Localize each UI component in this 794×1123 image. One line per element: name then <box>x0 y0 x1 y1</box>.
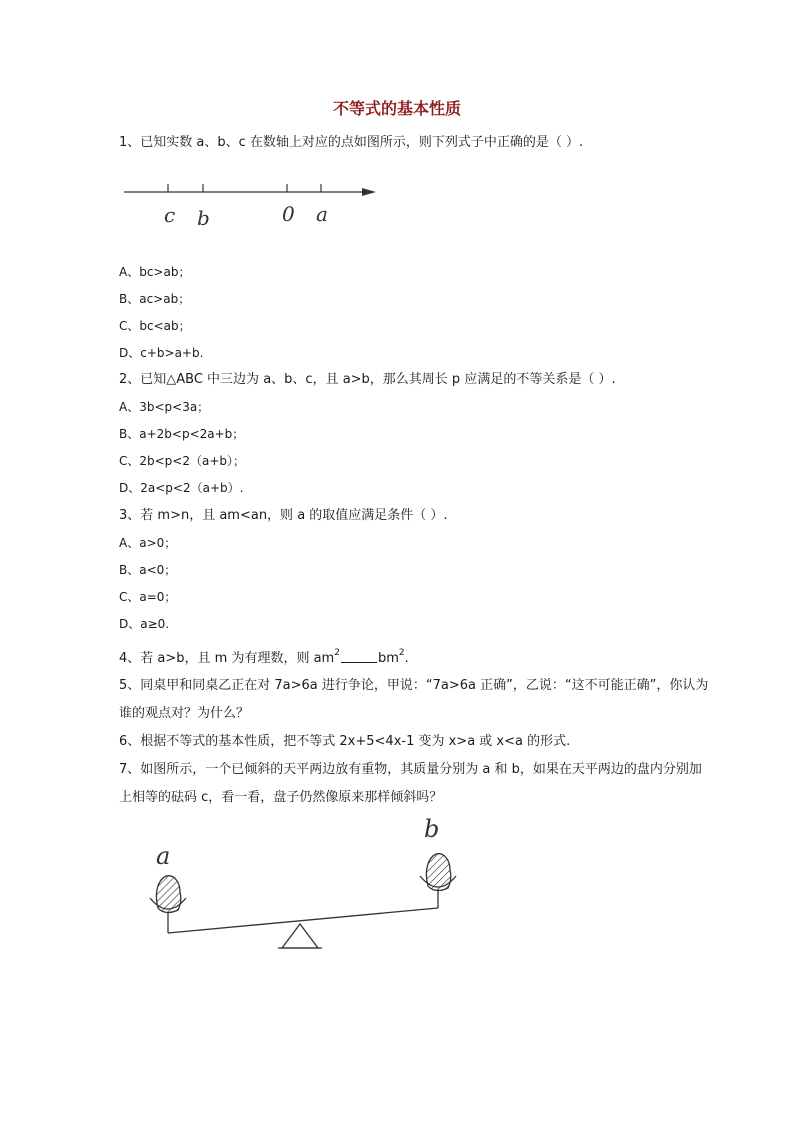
axis-label-a: a <box>316 202 328 226</box>
q4-exponent-2: 2 <box>398 648 405 658</box>
question-3-stem: 3、若 m>n，且 am<an，则 a 的取值应满足条件（ ）. <box>119 508 448 523</box>
axis-label-0: 0 <box>282 202 295 226</box>
q3-option-c: C、a=0； <box>119 590 177 604</box>
q3-option-d: D、a≥0. <box>119 617 170 631</box>
q2-option-d: D、2a<p<2（a+b）. <box>119 481 244 495</box>
balance-scale-figure <box>140 812 480 956</box>
question-7-text: 7、如图所示，一个已倾斜的天平两边放有重物，其质量分别为 a 和 b，如果在天平两边的盘内分别加上相等的砝码 c，看一看，盘子仍然像原来那样倾斜吗？ <box>119 762 702 805</box>
q1-option-c: C、bc<ab； <box>119 319 191 333</box>
q3-option-b: B、a<0； <box>119 563 177 577</box>
number-line-arrow-icon <box>362 188 376 196</box>
q4-answer-blank[interactable] <box>341 662 377 663</box>
q3-option-a: A、a>0； <box>119 536 177 550</box>
q2-option-a: A、3b<p<3a； <box>119 400 210 414</box>
q4-prefix: 4、若 a>b，且 m 为有理数，则 am <box>119 651 335 666</box>
page-title: 不等式的基本性质 <box>332 99 461 118</box>
fulcrum-triangle-icon <box>282 924 318 948</box>
q2-option-b: B、a+2b<p<2a+b； <box>119 427 245 441</box>
right-weight-icon <box>426 854 450 891</box>
question-5-text: 5、同桌甲和同桌乙正在对 7a>6a 进行争论，甲说：“7a>6a 正确”，乙说：“这不可能正确”，你认为谁的观点对？为什么？ <box>119 678 709 721</box>
q4-middle: bm <box>377 651 399 666</box>
left-weight-icon <box>156 876 180 913</box>
weight-label-a: a <box>156 842 171 870</box>
axis-label-c: c <box>164 203 176 227</box>
question-2-stem: 2、已知△ABC 中三边为 a、b、c，且 a>b，那么其周长 p 应满足的不等关系是（ ）. <box>119 372 616 387</box>
q4-exponent-1: 2 <box>334 648 340 658</box>
q1-option-a: A、bc>ab； <box>119 265 191 279</box>
weight-label-b: b <box>424 815 440 843</box>
q4-suffix: . <box>404 651 409 666</box>
q1-option-d: D、c+b>a+b. <box>119 346 204 360</box>
question-4-stem <box>119 650 409 668</box>
q2-option-c: C、2b<p<2（a+b）； <box>119 454 246 468</box>
question-1-stem: 1、已知实数 a、b、c 在数轴上对应的点如图所示，则下列式子中正确的是（ ）. <box>119 135 584 150</box>
axis-label-b: b <box>197 206 210 230</box>
q1-option-b: B、ac>ab； <box>119 292 191 306</box>
number-line-figure <box>120 176 382 232</box>
question-6-text: 6、根据不等式的基本性质，把不等式 2x+5<4x-1 变为 x>a 或 x<a 的形式. <box>119 734 571 749</box>
